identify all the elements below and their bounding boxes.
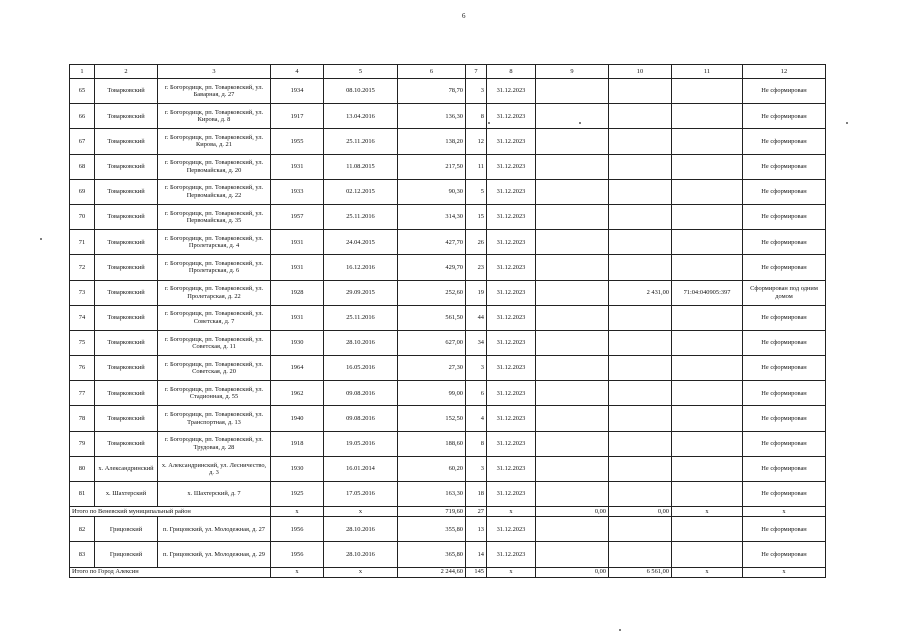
cell-c4: 1930: [271, 330, 324, 355]
cell-c8: 31.12.2023: [487, 104, 536, 129]
cell-c8: 31.12.2023: [487, 330, 536, 355]
cell-c5: 09.08.2016: [324, 381, 398, 406]
cell-c3: г. Богородицк, рп. Товарковский, ул. Трудовая, д. 28: [158, 431, 271, 456]
cell-c2: Товарковский: [95, 381, 158, 406]
cell-c2: Товарковский: [95, 204, 158, 229]
total-c4: x: [271, 507, 324, 517]
cell-c5: 24.04.2015: [324, 230, 398, 255]
total-label: Итого по Веневский муниципальный район: [70, 507, 271, 517]
cell-c9: [536, 280, 609, 305]
cell-c2: Товарковский: [95, 330, 158, 355]
cell-c4: 1925: [271, 482, 324, 507]
cell-c3: п. Грицовский, ул. Молодежная, д. 29: [158, 542, 271, 567]
cell-c3: г. Богородицк, рп. Товарковский, ул. Первомайская, д. 35: [158, 204, 271, 229]
cell-c12: Не сформирован: [743, 330, 826, 355]
cell-c6: 355,80: [398, 517, 466, 542]
cell-c7: 34: [466, 330, 487, 355]
cell-c9: [536, 104, 609, 129]
cell-c8: 31.12.2023: [487, 280, 536, 305]
cell-c8: 31.12.2023: [487, 431, 536, 456]
cell-c8: 31.12.2023: [487, 517, 536, 542]
cell-c10: [609, 456, 672, 481]
total-c6: 719,60: [398, 507, 466, 517]
cell-c3: г. Богородицк, рп. Товарковский, ул. Кирова, д. 21: [158, 129, 271, 154]
table-row: [70, 230, 826, 255]
cell-c4: 1955: [271, 129, 324, 154]
cell-c3: х. Александринский, ул. Лесничество, д. 3: [158, 456, 271, 481]
cell-c5: 08.10.2015: [324, 79, 398, 104]
cell-c9: [536, 356, 609, 381]
cell-c3: г. Богородицк, рп. Товарковский, ул. Баварная, д. 27: [158, 79, 271, 104]
cell-c6: 152,50: [398, 406, 466, 431]
total-c12: x: [743, 567, 826, 577]
column-header-9: 9: [536, 65, 609, 79]
cell-c1: 70: [70, 204, 95, 229]
cell-c3: г. Богородицк, рп. Товарковский, ул. Советская, д. 7: [158, 305, 271, 330]
cell-c2: Товарковский: [95, 280, 158, 305]
cell-c7: 15: [466, 204, 487, 229]
total-c11: x: [672, 507, 743, 517]
cell-c5: 19.05.2016: [324, 431, 398, 456]
cell-c11: [672, 104, 743, 129]
total-row: [70, 567, 826, 577]
cell-c10: 2 431,00: [609, 280, 672, 305]
cell-c10: [609, 129, 672, 154]
cell-c8: 31.12.2023: [487, 456, 536, 481]
cell-c10: [609, 204, 672, 229]
cell-c5: 11.08.2015: [324, 154, 398, 179]
cell-c6: 365,80: [398, 542, 466, 567]
cell-c7: 3: [466, 79, 487, 104]
table-row: [70, 79, 826, 104]
table-row: [70, 356, 826, 381]
cell-c11: [672, 381, 743, 406]
scan-mark: [40, 238, 42, 240]
cell-c11: [672, 482, 743, 507]
cell-c8: 31.12.2023: [487, 154, 536, 179]
cell-c9: [536, 431, 609, 456]
cell-c7: 5: [466, 179, 487, 204]
cell-c5: 29.09.2015: [324, 280, 398, 305]
cell-c10: [609, 104, 672, 129]
cell-c11: [672, 129, 743, 154]
cell-c10: [609, 381, 672, 406]
cell-c12: Не сформирован: [743, 406, 826, 431]
cell-c7: 4: [466, 406, 487, 431]
total-c8: x: [487, 567, 536, 577]
cell-c12: Не сформирован: [743, 305, 826, 330]
column-header-10: 10: [609, 65, 672, 79]
table-row: [70, 330, 826, 355]
cell-c7: 8: [466, 431, 487, 456]
cell-c6: 138,20: [398, 129, 466, 154]
cell-c3: г. Богородицк, рп. Товарковский, ул. Транспортная, д. 13: [158, 406, 271, 431]
cell-c2: Товарковский: [95, 79, 158, 104]
column-header-4: 4: [271, 65, 324, 79]
total-c10: 0,00: [609, 507, 672, 517]
cell-c8: 31.12.2023: [487, 129, 536, 154]
page-number: 6: [462, 12, 466, 20]
cell-c6: 429,70: [398, 255, 466, 280]
total-c5: x: [324, 567, 398, 577]
cell-c7: 26: [466, 230, 487, 255]
table-row: [70, 104, 826, 129]
cell-c10: [609, 330, 672, 355]
cell-c5: 25.11.2016: [324, 204, 398, 229]
cell-c12: Не сформирован: [743, 482, 826, 507]
cell-c10: [609, 154, 672, 179]
column-header-6: 6: [398, 65, 466, 79]
cell-c6: 314,30: [398, 204, 466, 229]
cell-c10: [609, 255, 672, 280]
cell-c9: [536, 305, 609, 330]
cell-c10: [609, 482, 672, 507]
cell-c1: 68: [70, 154, 95, 179]
cell-c6: 188,60: [398, 431, 466, 456]
cell-c8: 31.12.2023: [487, 406, 536, 431]
cell-c5: 28.10.2016: [324, 542, 398, 567]
total-label: Итого по Город Алексин: [70, 567, 271, 577]
cell-c4: 1940: [271, 406, 324, 431]
table-row: [70, 129, 826, 154]
cell-c1: 83: [70, 542, 95, 567]
cell-c9: [536, 204, 609, 229]
cell-c4: 1931: [271, 154, 324, 179]
cell-c11: [672, 204, 743, 229]
cell-c5: 28.10.2016: [324, 330, 398, 355]
cell-c2: х. Александринский: [95, 456, 158, 481]
cell-c1: 69: [70, 179, 95, 204]
cell-c12: Не сформирован: [743, 154, 826, 179]
cell-c9: [536, 406, 609, 431]
cell-c4: 1962: [271, 381, 324, 406]
cell-c9: [536, 255, 609, 280]
total-c7: 27: [466, 507, 487, 517]
cell-c2: Грицовский: [95, 542, 158, 567]
total-c9: 0,00: [536, 507, 609, 517]
cell-c4: 1918: [271, 431, 324, 456]
cell-c3: г. Богородицк, рп. Товарковский, ул. Стадионная, д. 55: [158, 381, 271, 406]
cell-c4: 1917: [271, 104, 324, 129]
cell-c8: 31.12.2023: [487, 255, 536, 280]
table-row: [70, 406, 826, 431]
cell-c8: 31.12.2023: [487, 204, 536, 229]
cell-c2: Товарковский: [95, 255, 158, 280]
cell-c5: 25.11.2016: [324, 305, 398, 330]
cell-c8: 31.12.2023: [487, 305, 536, 330]
cell-c12: Не сформирован: [743, 431, 826, 456]
cell-c9: [536, 482, 609, 507]
cell-c4: 1931: [271, 305, 324, 330]
cell-c2: Товарковский: [95, 104, 158, 129]
cell-c12: Не сформирован: [743, 230, 826, 255]
cell-c1: 76: [70, 356, 95, 381]
cell-c2: Товарковский: [95, 179, 158, 204]
total-c5: x: [324, 507, 398, 517]
cell-c9: [536, 179, 609, 204]
cell-c12: Не сформирован: [743, 179, 826, 204]
cell-c4: 1928: [271, 280, 324, 305]
cell-c12: Не сформирован: [743, 204, 826, 229]
cell-c11: [672, 305, 743, 330]
column-header-8: 8: [487, 65, 536, 79]
cell-c10: [609, 406, 672, 431]
table-row: [70, 517, 826, 542]
cell-c11: [672, 179, 743, 204]
cell-c11: [672, 356, 743, 381]
cell-c5: 02.12.2015: [324, 179, 398, 204]
cell-c3: г. Богородицк, рп. Товарковский, ул. Пролетарская, д. 6: [158, 255, 271, 280]
cell-c7: 11: [466, 154, 487, 179]
cell-c6: 99,00: [398, 381, 466, 406]
cell-c9: [536, 542, 609, 567]
cell-c11: [672, 255, 743, 280]
total-c7: 145: [466, 567, 487, 577]
column-header-11: 11: [672, 65, 743, 79]
table-row: [70, 255, 826, 280]
cell-c4: 1931: [271, 255, 324, 280]
cell-c2: Товарковский: [95, 356, 158, 381]
cell-c11: [672, 431, 743, 456]
cell-c1: 66: [70, 104, 95, 129]
cell-c4: 1930: [271, 456, 324, 481]
cell-c5: 17.05.2016: [324, 482, 398, 507]
cell-c12: Сформирован под одним домом: [743, 280, 826, 305]
cell-c4: 1957: [271, 204, 324, 229]
cell-c4: 1934: [271, 79, 324, 104]
cell-c6: 78,70: [398, 79, 466, 104]
cell-c3: г. Богородицк, рп. Товарковский, ул. Пролетарская, д. 22: [158, 280, 271, 305]
cell-c6: 252,60: [398, 280, 466, 305]
cell-c2: Товарковский: [95, 154, 158, 179]
table-row: [70, 482, 826, 507]
cell-c10: [609, 542, 672, 567]
cell-c8: 31.12.2023: [487, 179, 536, 204]
cell-c1: 65: [70, 79, 95, 104]
cell-c6: 136,30: [398, 104, 466, 129]
cell-c1: 75: [70, 330, 95, 355]
scan-mark: [619, 629, 621, 631]
cell-c12: Не сформирован: [743, 456, 826, 481]
cell-c11: [672, 456, 743, 481]
cell-c7: 6: [466, 381, 487, 406]
cell-c6: 163,30: [398, 482, 466, 507]
cell-c11: [672, 330, 743, 355]
column-header-2: 2: [95, 65, 158, 79]
cell-c3: г. Богородицк, рп. Товарковский, ул. Кирова, д. 8: [158, 104, 271, 129]
cell-c3: г. Богородицк, рп. Товарковский, ул. Советская, д. 11: [158, 330, 271, 355]
cell-c11: [672, 406, 743, 431]
cell-c8: 31.12.2023: [487, 356, 536, 381]
cell-c8: 31.12.2023: [487, 542, 536, 567]
cell-c12: Не сформирован: [743, 356, 826, 381]
total-c12: x: [743, 507, 826, 517]
cell-c2: х. Шахтерский: [95, 482, 158, 507]
cell-c8: 31.12.2023: [487, 482, 536, 507]
cell-c1: 80: [70, 456, 95, 481]
cell-c12: Не сформирован: [743, 542, 826, 567]
cell-c3: г. Богородицк, рп. Товарковский, ул. Первомайская, д. 20: [158, 154, 271, 179]
cell-c10: [609, 79, 672, 104]
cell-c6: 627,00: [398, 330, 466, 355]
cell-c1: 78: [70, 406, 95, 431]
cell-c1: 77: [70, 381, 95, 406]
column-header-5: 5: [324, 65, 398, 79]
cell-c2: Товарковский: [95, 406, 158, 431]
cell-c2: Товарковский: [95, 230, 158, 255]
cell-c10: [609, 305, 672, 330]
cell-c7: 8: [466, 104, 487, 129]
table-row: [70, 305, 826, 330]
cell-c12: Не сформирован: [743, 104, 826, 129]
cell-c9: [536, 230, 609, 255]
total-c11: x: [672, 567, 743, 577]
cell-c7: 12: [466, 129, 487, 154]
cell-c1: 79: [70, 431, 95, 456]
cell-c10: [609, 356, 672, 381]
cell-c1: 71: [70, 230, 95, 255]
cell-c10: [609, 517, 672, 542]
cell-c4: 1956: [271, 517, 324, 542]
table-row: [70, 542, 826, 567]
cell-c1: 81: [70, 482, 95, 507]
cell-c11: [672, 230, 743, 255]
cell-c2: Товарковский: [95, 305, 158, 330]
cell-c11: 71:04:040905:397: [672, 280, 743, 305]
cell-c11: [672, 154, 743, 179]
total-c8: x: [487, 507, 536, 517]
cell-c3: п. Грицовский, ул. Молодежная, д. 27: [158, 517, 271, 542]
cell-c12: Не сформирован: [743, 129, 826, 154]
cell-c12: Не сформирован: [743, 381, 826, 406]
cell-c12: Не сформирован: [743, 517, 826, 542]
total-c6: 2 244,60: [398, 567, 466, 577]
cell-c1: 74: [70, 305, 95, 330]
cell-c3: г. Богородицк, рп. Товарковский, ул. Первомайская, д. 22: [158, 179, 271, 204]
cell-c4: 1931: [271, 230, 324, 255]
cell-c2: Товарковский: [95, 431, 158, 456]
cell-c5: 16.01.2014: [324, 456, 398, 481]
column-header-3: 3: [158, 65, 271, 79]
table-row: [70, 381, 826, 406]
cell-c9: [536, 330, 609, 355]
cell-c6: 217,50: [398, 154, 466, 179]
scan-mark: [488, 122, 490, 124]
cell-c4: 1964: [271, 356, 324, 381]
cell-c11: [672, 542, 743, 567]
table-row: [70, 204, 826, 229]
cell-c5: 16.12.2016: [324, 255, 398, 280]
table-row: [70, 280, 826, 305]
cell-c7: 44: [466, 305, 487, 330]
cell-c9: [536, 79, 609, 104]
column-header-7: 7: [466, 65, 487, 79]
cell-c1: 67: [70, 129, 95, 154]
cell-c1: 82: [70, 517, 95, 542]
cell-c7: 13: [466, 517, 487, 542]
cell-c8: 31.12.2023: [487, 381, 536, 406]
cell-c6: 60,20: [398, 456, 466, 481]
cell-c8: 31.12.2023: [487, 230, 536, 255]
scan-mark: [846, 122, 848, 124]
cell-c12: Не сформирован: [743, 255, 826, 280]
cell-c11: [672, 517, 743, 542]
header-row: [70, 65, 826, 79]
cell-c1: 72: [70, 255, 95, 280]
cell-c9: [536, 456, 609, 481]
table-row: [70, 431, 826, 456]
column-header-12: 12: [743, 65, 826, 79]
cell-c7: 18: [466, 482, 487, 507]
scan-mark: [579, 122, 581, 124]
cell-c6: 427,70: [398, 230, 466, 255]
cell-c4: 1956: [271, 542, 324, 567]
cell-c11: [672, 79, 743, 104]
housing-register-table: [69, 64, 826, 578]
cell-c10: [609, 179, 672, 204]
cell-c5: 13.04.2016: [324, 104, 398, 129]
cell-c4: 1933: [271, 179, 324, 204]
cell-c9: [536, 517, 609, 542]
cell-c2: Грицовский: [95, 517, 158, 542]
cell-c9: [536, 381, 609, 406]
cell-c3: г. Богородицк, рп. Товарковский, ул. Пролетарская, д. 4: [158, 230, 271, 255]
total-c9: 0,00: [536, 567, 609, 577]
cell-c3: х. Шахтерский, д. 7: [158, 482, 271, 507]
total-c10: 6 561,00: [609, 567, 672, 577]
cell-c7: 3: [466, 456, 487, 481]
cell-c6: 561,50: [398, 305, 466, 330]
cell-c8: 31.12.2023: [487, 79, 536, 104]
cell-c5: 28.10.2016: [324, 517, 398, 542]
cell-c6: 90,30: [398, 179, 466, 204]
total-row: [70, 507, 826, 517]
total-c4: x: [271, 567, 324, 577]
cell-c6: 27,30: [398, 356, 466, 381]
cell-c7: 23: [466, 255, 487, 280]
cell-c9: [536, 129, 609, 154]
cell-c7: 14: [466, 542, 487, 567]
cell-c7: 3: [466, 356, 487, 381]
cell-c10: [609, 230, 672, 255]
table-row: [70, 154, 826, 179]
table-row: [70, 456, 826, 481]
table-row: [70, 179, 826, 204]
cell-c5: 09.08.2016: [324, 406, 398, 431]
cell-c9: [536, 154, 609, 179]
cell-c7: 19: [466, 280, 487, 305]
cell-c10: [609, 431, 672, 456]
cell-c3: г. Богородицк, рп. Товарковский, ул. Советская, д. 20: [158, 356, 271, 381]
cell-c2: Товарковский: [95, 129, 158, 154]
cell-c5: 25.11.2016: [324, 129, 398, 154]
cell-c5: 16.05.2016: [324, 356, 398, 381]
column-header-1: 1: [70, 65, 95, 79]
cell-c12: Не сформирован: [743, 79, 826, 104]
cell-c1: 73: [70, 280, 95, 305]
